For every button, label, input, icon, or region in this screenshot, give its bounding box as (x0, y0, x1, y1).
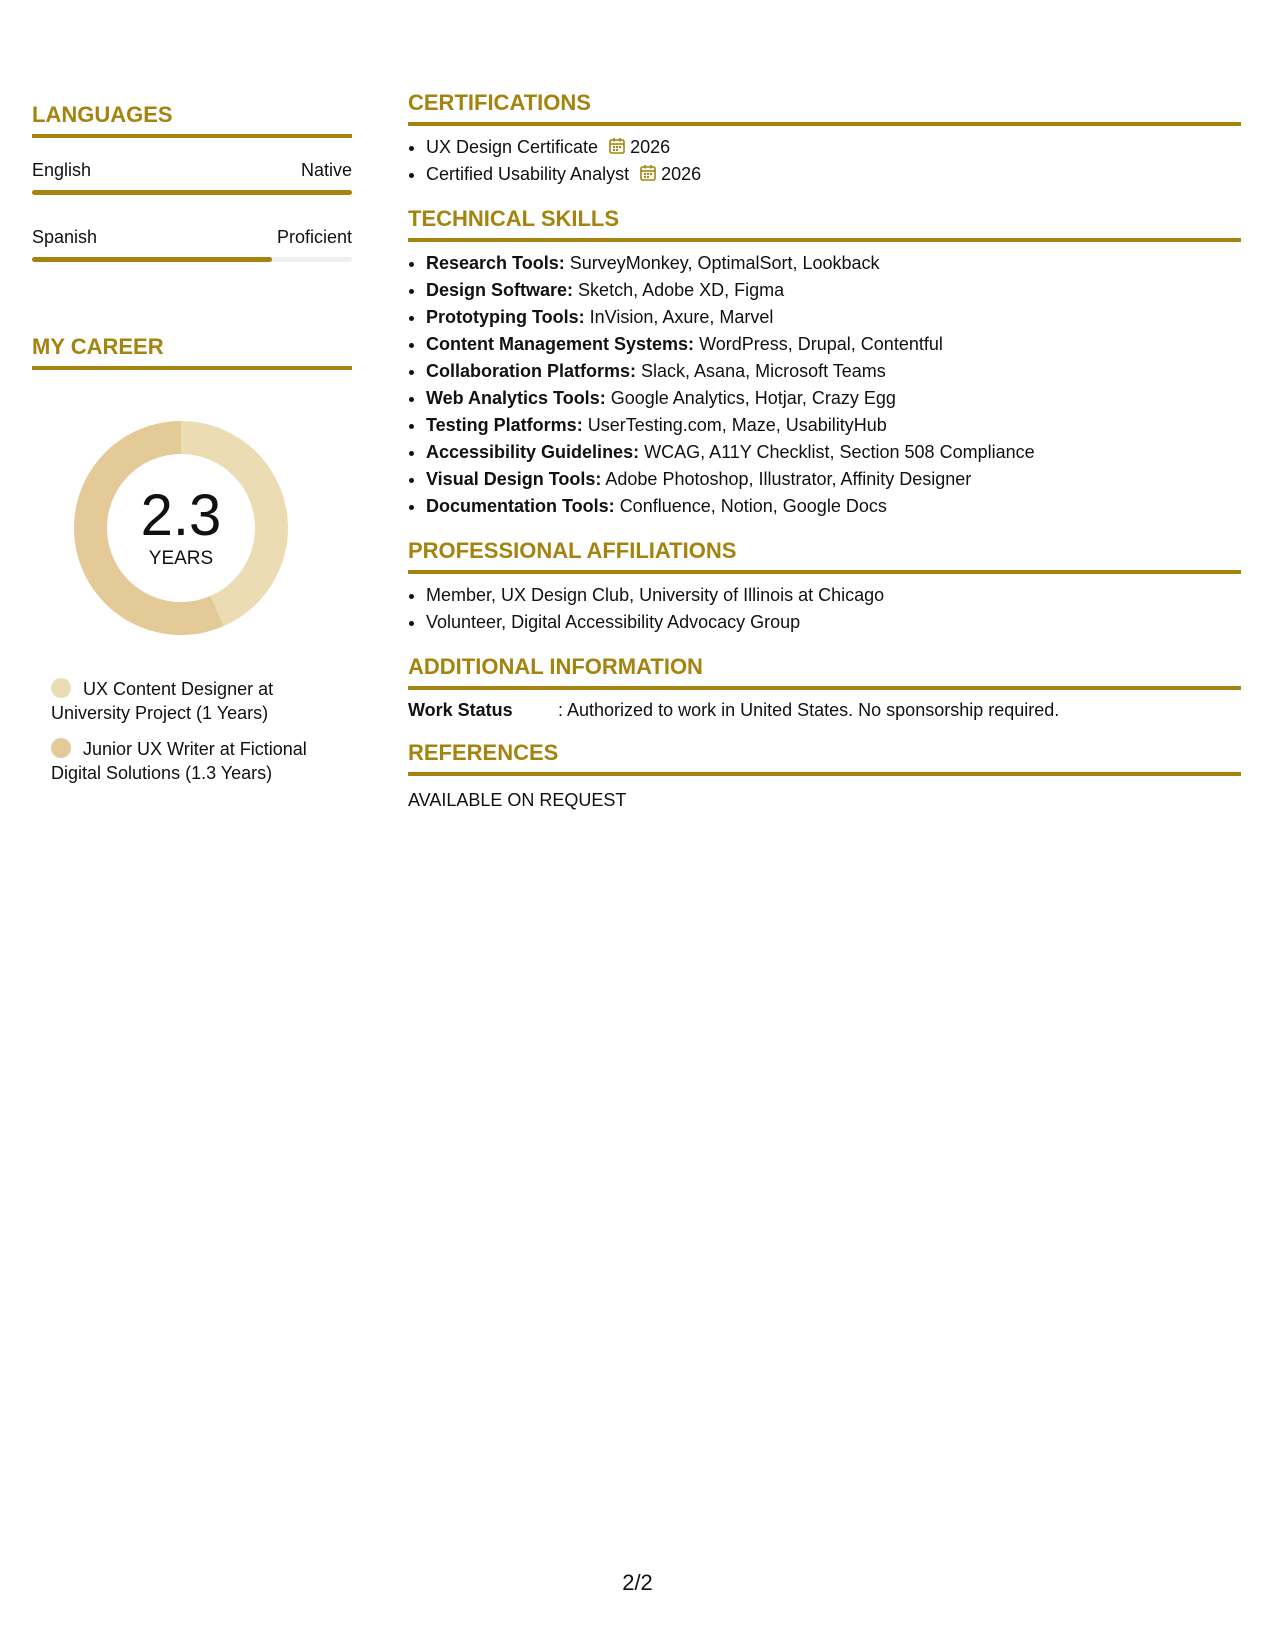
skill-label: Web Analytics Tools: (426, 388, 606, 408)
cert-name: UX Design Certificate (426, 137, 599, 157)
skill-label: Collaboration Platforms: (426, 361, 637, 381)
list-item (426, 134, 1241, 161)
certifications-title: CERTIFICATIONS (408, 88, 1241, 126)
legend-label: UX Content Designer at University Project (1 Years) (51, 679, 274, 723)
calendar-icon (608, 137, 626, 155)
work-status-value: : Authorized to work in United States. No sponsorship required. (558, 700, 1060, 720)
language-bar (32, 257, 352, 262)
list-item: • Volunteer, Digital Accessibility Advocacy Group (426, 609, 1241, 636)
list-item (426, 466, 1241, 493)
skill-label: Content Management Systems: (426, 334, 695, 354)
language-bar-fill (32, 257, 272, 262)
left-column (32, 100, 352, 797)
skill-label: Design Software: (426, 280, 574, 300)
calendar-icon (639, 164, 657, 182)
cert-year: 2026 (661, 164, 702, 184)
career-total: 2.3 (140, 483, 222, 548)
references-title: REFERENCES (408, 738, 1241, 776)
language-spanish (32, 225, 352, 262)
certifications-section (408, 88, 1241, 188)
languages-title: LANGUAGES (32, 100, 352, 138)
skill-label: Research Tools: (426, 253, 565, 273)
references-text: AVAILABLE ON REQUEST (408, 790, 627, 810)
language-level: Proficient (276, 227, 352, 247)
skill-value: WordPress, Drupal, Contentful (699, 334, 943, 354)
career-unit: YEARS (148, 548, 214, 569)
right-column (408, 88, 1241, 828)
skill-label: Prototyping Tools: (426, 307, 585, 327)
list-item (426, 250, 1241, 277)
skill-label: Accessibility Guidelines: (426, 442, 640, 462)
skill-value: UserTesting.com, Maze, UsabilityHub (587, 415, 887, 435)
skills-title: TECHNICAL SKILLS (408, 204, 1241, 242)
language-level: Native (300, 160, 352, 180)
skill-value: Google Analytics, Hotjar, Crazy Egg (610, 388, 896, 408)
language-bar (32, 190, 352, 195)
language-bar-fill (32, 190, 352, 195)
career-donut (66, 413, 296, 643)
language-name: Spanish (32, 227, 98, 247)
cert-name: Certified Usability Analyst (426, 164, 630, 184)
skill-label: Visual Design Tools: (426, 469, 602, 489)
skills-section (408, 204, 1241, 520)
language-name: English (32, 160, 92, 180)
legend-dot (51, 678, 71, 698)
affiliations-title: PROFESSIONAL AFFILIATIONS (408, 536, 1241, 574)
legend-item (51, 677, 352, 725)
skill-label: Testing Platforms: (426, 415, 583, 435)
skill-value: Adobe Photoshop, Illustrator, Affinity Designer (605, 469, 972, 489)
list-item (426, 304, 1241, 331)
list-item (426, 277, 1241, 304)
language-english (32, 158, 352, 195)
career-legend (51, 677, 352, 785)
work-status-key: Work Status (408, 700, 513, 720)
additional-section (408, 652, 1241, 722)
list-item: • Member, UX Design Club, University of Illinois at Chicago (426, 582, 1241, 609)
legend-label: Junior UX Writer at Fictional Digital Solutions (1.3 Years) (51, 739, 307, 783)
cert-year: 2026 (630, 137, 671, 157)
skill-value: Sketch, Adobe XD, Figma (578, 280, 785, 300)
affiliations-section (408, 536, 1241, 636)
page-number: 2/2 (622, 1570, 653, 1595)
skill-value: InVision, Axure, Marvel (589, 307, 774, 327)
skill-value: SurveyMonkey, OptimalSort, Lookback (569, 253, 880, 273)
skill-value: Slack, Asana, Microsoft Teams (641, 361, 886, 381)
skill-value: Confluence, Notion, Google Docs (619, 496, 887, 516)
legend-item (51, 737, 352, 785)
list-item (426, 161, 1241, 188)
list-item (426, 439, 1241, 466)
references-section (408, 738, 1241, 812)
skill-value: WCAG, A11Y Checklist, Section 508 Compliance (644, 442, 1035, 462)
list-item (426, 493, 1241, 520)
list-item (426, 385, 1241, 412)
list-item (426, 358, 1241, 385)
skill-label: Documentation Tools: (426, 496, 615, 516)
career-title: MY CAREER (32, 332, 352, 370)
additional-title: ADDITIONAL INFORMATION (408, 652, 1241, 690)
list-item (426, 331, 1241, 358)
legend-dot (51, 738, 71, 758)
list-item (426, 412, 1241, 439)
